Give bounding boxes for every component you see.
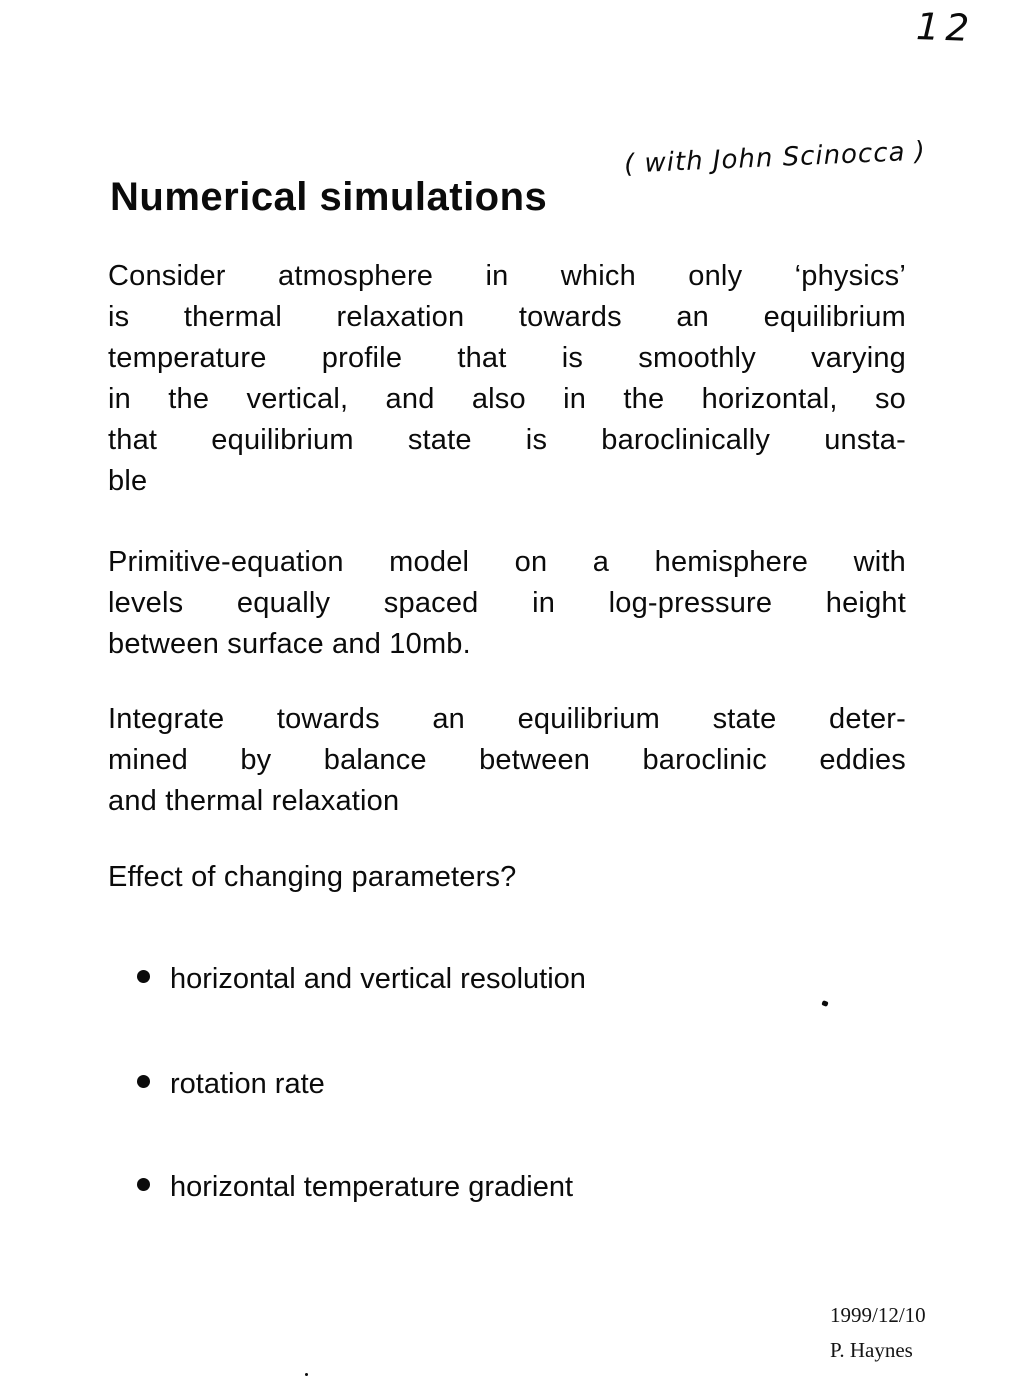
paragraph-line: mined by balance between baroclinic eddies: [108, 744, 906, 776]
paragraph-consider-atmosphere: [108, 256, 906, 502]
paragraph-line: that equilibrium state is baroclinically unsta-: [108, 424, 906, 456]
paragraph-line: Consider atmosphere in which only ‘physics’: [108, 260, 906, 292]
footer-author: P. Haynes: [830, 1338, 913, 1362]
handwritten-page-number: 12: [915, 4, 976, 51]
scan-speck: [305, 1373, 308, 1376]
bullet-item-temperature-gradient: [137, 1167, 877, 1208]
paragraph-line: in the vertical, and also in the horizontal, so: [108, 383, 906, 415]
page-title: Numerical simulations: [110, 175, 548, 219]
paragraph-line: temperature profile that is smoothly varying: [108, 342, 906, 374]
paragraph-integrate: [108, 699, 906, 822]
question-text: Effect of changing parameters?: [108, 861, 517, 893]
paragraph-line: Integrate towards an equilibrium state deter-: [108, 703, 906, 735]
paragraph-line: between surface and 10mb.: [108, 628, 471, 660]
paragraph-line: is thermal relaxation towards an equilibrium: [108, 301, 906, 333]
paragraph-line: and thermal relaxation: [108, 785, 400, 817]
bullet-item-resolution: [137, 959, 877, 1000]
bullet-icon: [137, 970, 150, 983]
scan-speck: [821, 1000, 828, 1007]
bullet-item-rotation-rate: [137, 1064, 877, 1105]
bullet-label: horizontal temperature gradient: [170, 1171, 574, 1203]
paragraph-line: ble: [108, 465, 148, 497]
bullet-label: horizontal and vertical resolution: [170, 963, 586, 995]
paragraph-line: levels equally spaced in log-pressure height: [108, 587, 906, 619]
footer: [830, 1298, 926, 1368]
paragraph-line: Primitive-equation model on a hemisphere with: [108, 546, 906, 578]
bullet-icon: [137, 1178, 150, 1191]
paragraph-primitive-equation: [108, 542, 906, 665]
handwritten-annotation: ( with John Scinocca ): [623, 136, 927, 180]
bullet-label: rotation rate: [170, 1068, 325, 1100]
footer-date: 1999/12/10: [830, 1303, 926, 1327]
bullet-icon: [137, 1075, 150, 1088]
